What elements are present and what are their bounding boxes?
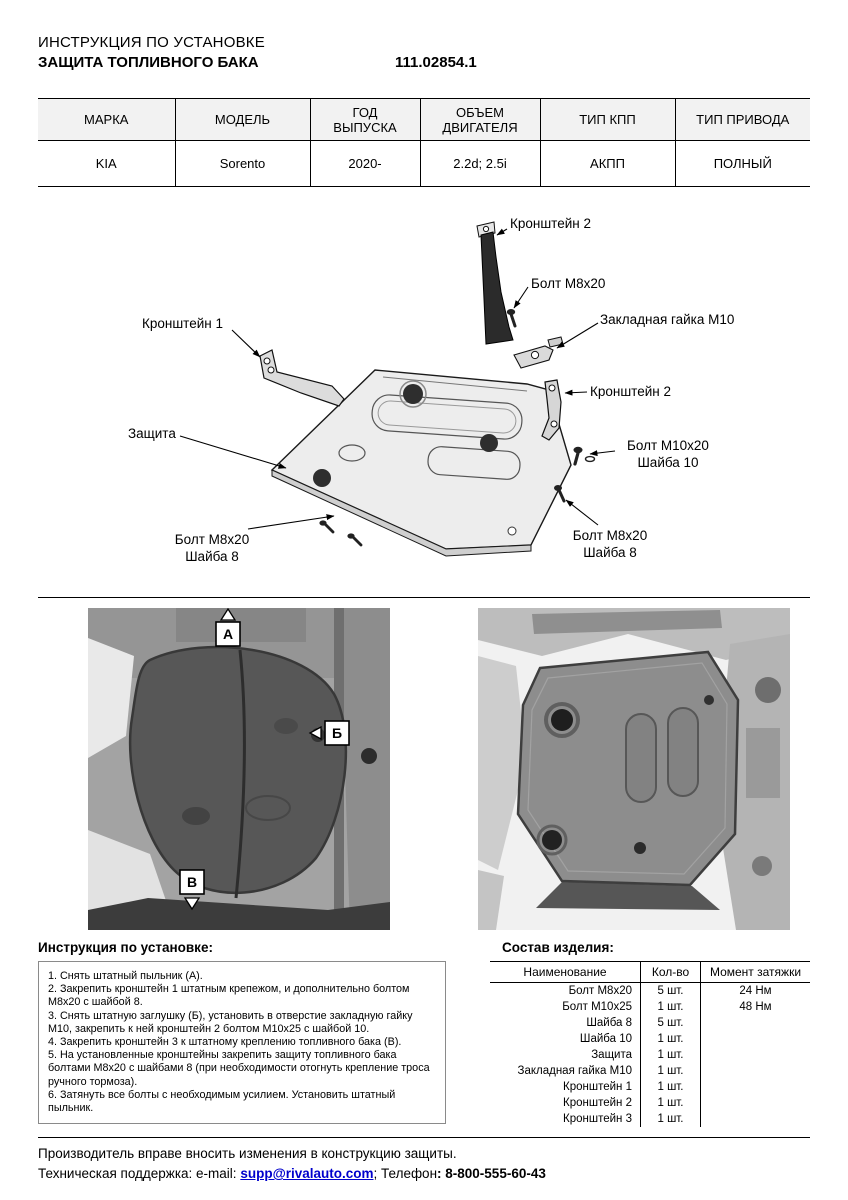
doc-title-row xyxy=(38,54,810,74)
parts-row: Шайба 8 5 шт. xyxy=(490,1015,810,1031)
parts-row: Закладная гайка М10 1 шт. xyxy=(490,1063,810,1079)
parts-header-qty: Кол-во xyxy=(640,962,700,982)
step-4: 4. Закрепить кронштейн 3 к штатному креплению топливного бака (В). xyxy=(48,1036,402,1049)
spec-header-row xyxy=(38,99,810,141)
parts-row: Кронштейн 2 1 шт. xyxy=(490,1095,810,1111)
label-embedded-nut-m10: Закладная гайка М10 xyxy=(600,312,735,327)
label-bracket2-right: Кронштейн 2 xyxy=(590,384,671,399)
label-washer-10: Шайба 10 xyxy=(637,455,699,470)
label-bolt-m10x20 xyxy=(616,437,720,471)
photo-underbody-tank xyxy=(88,608,390,930)
part-number: 111.02854.1 xyxy=(395,54,477,71)
vehicle-spec-table xyxy=(38,98,810,187)
doc-subtitle: ИНСТРУКЦИЯ ПО УСТАНОВКЕ xyxy=(38,34,265,51)
footer xyxy=(38,1146,810,1181)
spec-header-year: ГОД ВЫПУСКА xyxy=(310,99,420,141)
spec-value-year: 2020- xyxy=(310,141,420,187)
spec-header-model: МОДЕЛЬ xyxy=(175,99,310,141)
spec-value-brand: KIA xyxy=(95,156,117,171)
label-bolt-m8-top: Болт М8х20 xyxy=(531,276,606,291)
footer-divider xyxy=(38,1137,810,1138)
photo-installed-guard xyxy=(478,608,790,930)
bolt-m10-washer-drawing xyxy=(574,447,595,464)
spec-header-gearbox: ТИП КПП xyxy=(540,99,675,141)
photo-installed-after xyxy=(478,608,790,930)
after-email-text: ; Телефон xyxy=(373,1166,438,1181)
marker-a-label: А xyxy=(222,626,234,642)
support-label: Техническая поддержка: e-mail: xyxy=(38,1166,237,1181)
spec-value-model: Sorento xyxy=(175,141,310,187)
parts-table xyxy=(490,961,810,1127)
marker-v-label: В xyxy=(186,874,198,890)
marker-b-label: Б xyxy=(331,725,343,741)
spec-header-engine: ОБЪЕМ ДВИГАТЕЛЯ xyxy=(420,99,540,141)
manufacturer-note: Производитель вправе вносить изменения в конструкцию защиты. xyxy=(38,1146,457,1161)
photos-section xyxy=(0,598,848,930)
instructions-steps-box xyxy=(38,961,446,1124)
spec-header-drive: ТИП ПРИВОДА xyxy=(675,99,810,141)
parts-row: Кронштейн 3 1 шт. xyxy=(490,1111,810,1127)
photo-underbody-before xyxy=(88,608,390,930)
step-6: 6. Затянуть все болты с необходимым усилием. Установить штатный пыльник. xyxy=(48,1088,396,1115)
label-bolt-m10x20-line1: Болт М10х20 xyxy=(627,438,709,453)
header xyxy=(0,0,848,74)
support-email-link[interactable]: supp@rivalauto.com xyxy=(240,1166,374,1181)
label-bolt-m8-bl-line1: Болт М8х20 xyxy=(174,532,250,547)
exploded-view-drawing xyxy=(0,187,848,597)
parts-title: Состав изделия: xyxy=(502,940,614,955)
step-3: 3. Снять штатную заглушку (Б), установить в отверстие закладную гайку М10, закрепить к ней кронштейн 2 болтом М10х25 с шайбой 10. xyxy=(48,1009,413,1035)
step-5: 5. На установленные кронштейны закрепить защиту топливного бака болтами М8х20 с шайбами 8 (при необходимости отогнуть крепление троса ручного тормоза). xyxy=(48,1049,430,1088)
parts-row: Болт М8х20 5 шт. 24 Нм xyxy=(490,983,810,999)
bottom-section xyxy=(38,940,810,1127)
installation-instructions xyxy=(38,940,446,1124)
parts-header-name: Наименование xyxy=(523,965,607,979)
bracket1-drawing xyxy=(260,350,344,406)
parts-row: Защита 1 шт. xyxy=(490,1047,810,1063)
embedded-nut-drawing xyxy=(514,337,563,368)
instructions-title: Инструкция по установке: xyxy=(38,940,213,955)
bolts-m8-bottomleft-drawing xyxy=(319,520,361,545)
label-bracket2-top: Кронштейн 2 xyxy=(510,216,591,231)
doc-title: ЗАЩИТА ТОПЛИВНОГО БАКА xyxy=(38,54,259,71)
support-line xyxy=(38,1166,810,1181)
bracket2-top-drawing xyxy=(477,222,513,344)
exploded-view-diagram xyxy=(0,187,848,597)
label-bolt-m8-br-line1: Болт М8х20 xyxy=(572,528,648,543)
step-2: 2. Закрепить кронштейн 1 штатным крепежом, и дополнительно болтом М8х20 с шайбой 8. xyxy=(48,983,410,1009)
label-plate: Защита xyxy=(128,426,176,441)
support-phone: : 8-800-555-60-43 xyxy=(437,1166,546,1181)
parts-row: Болт М10х25 1 шт. 48 Нм xyxy=(490,999,810,1015)
spec-value-drive: ПОЛНЫЙ xyxy=(675,141,810,187)
parts-header-row xyxy=(490,962,810,983)
parts-list xyxy=(490,940,810,1127)
spec-value-gearbox: АКПП xyxy=(540,141,675,187)
spec-header-brand: МАРКА xyxy=(38,99,175,141)
label-washer-8-bl: Шайба 8 xyxy=(185,549,239,564)
spec-value-row xyxy=(38,141,810,187)
label-bolt-m8-bottomright xyxy=(558,527,662,561)
label-bolt-m8-bottomleft xyxy=(160,531,264,565)
step-1: 1. Снять штатный пыльник (А). xyxy=(48,970,203,982)
parts-row: Кронштейн 1 1 шт. xyxy=(490,1079,810,1095)
label-bracket1: Кронштейн 1 xyxy=(142,316,223,331)
spec-value-engine: 2.2d; 2.5i xyxy=(420,141,540,187)
label-washer-8-br: Шайба 8 xyxy=(583,545,637,560)
parts-header-torque: Момент затяжки xyxy=(700,962,810,982)
parts-row: Шайба 10 1 шт. xyxy=(490,1031,810,1047)
